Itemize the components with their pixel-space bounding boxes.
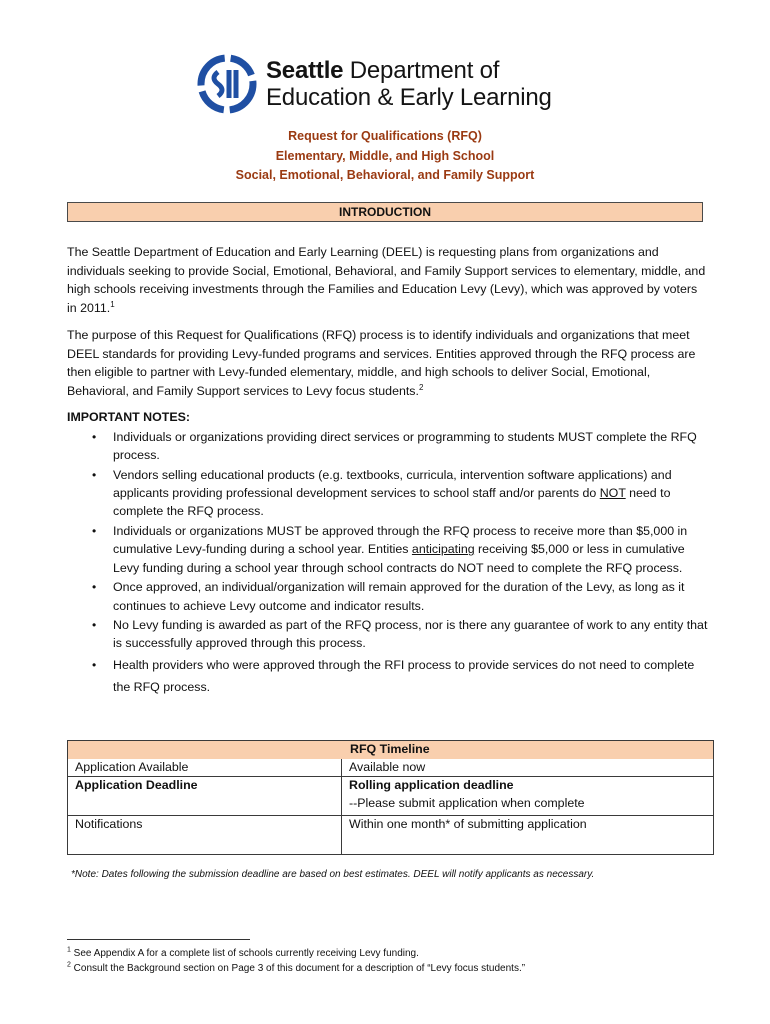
timeline-header-cell	[68, 741, 714, 759]
note-3-text-a: Individuals or organizations MUST be approved through the RFQ process to receive more than $5,000 in cumulative Levy-funding during a school year. Entities	[113, 524, 688, 557]
list-item	[113, 616, 713, 653]
note-6-text: Health providers who were approved through the RFI process to provide services do not need to complete the RFQ process.	[113, 658, 695, 695]
logo-line2: Education & Early Learning	[266, 83, 552, 111]
paragraph-2-text: The purpose of this Request for Qualifications (RFQ) process is to identify individuals and organizations that meet DEEL standards for providing Levy-funded programs and services. Entities approved through the RFQ process are then eligible to partner with Levy-funded elementary, middle, and high schools to deliver Social, Emotional, Behavioral, and Family Support services to Levy focus students.	[67, 328, 696, 399]
note-1-text: Individuals or organizations providing direct services or programming to students MUST complete the RFQ process.	[113, 430, 697, 463]
table-row	[68, 777, 714, 816]
timeline-value: Rolling application deadline	[349, 778, 514, 792]
footnote-1	[67, 946, 525, 961]
rfq-timeline-table	[67, 740, 714, 855]
timeline-label: Application Deadline	[68, 777, 342, 816]
list-item	[113, 654, 713, 698]
note-5-text: No Levy funding is awarded as part of the RFQ process, nor is there any guarantee of work to any entity that is successfully approved through this process.	[113, 618, 708, 651]
timeline-value: Within one month* of submitting application	[342, 816, 714, 855]
note-4-text: Once approved, an individual/organization will remain approved for the duration of the Levy, as long as it continues to achieve Levy outcome and indicator results.	[113, 580, 685, 613]
deel-logo	[196, 52, 552, 116]
list-item	[113, 466, 713, 521]
logo-name-bold: Seattle	[266, 56, 344, 84]
important-notes-heading: IMPORTANT NOTES:	[67, 410, 190, 424]
list-item	[113, 428, 713, 465]
timeline-header: RFQ Timeline	[350, 742, 430, 756]
title-line-3: Social, Emotional, Behavioral, and Family Support	[235, 168, 535, 182]
footnote-1-mark: 1	[67, 946, 71, 954]
footnotes	[67, 946, 525, 976]
note-2-text-a: Vendors selling educational products (e.g. textbooks, curricula, intervention software applications) and applicants providing professional development services to school staff and/or parents do	[113, 467, 672, 501]
footnote-ref-1: 1	[110, 299, 115, 309]
document-title-block	[0, 127, 770, 186]
table-row	[68, 759, 714, 777]
introduction-heading: INTRODUCTION	[67, 202, 703, 222]
note-3-text-b: receiving $5,000 or less in cumulative Levy funding during a school year through school contracts do NOT need to complete the RFQ process.	[113, 542, 685, 575]
seattle-seal-icon	[196, 52, 258, 116]
timeline-value-cell	[342, 777, 714, 816]
dates-note: *Note: Dates following the submission deadline are based on best estimates. DEEL will notify applicants as necessary.	[71, 869, 595, 880]
timeline-label: Application Available	[68, 759, 342, 777]
intro-paragraph-1	[67, 243, 707, 318]
intro-paragraph-2	[67, 326, 707, 401]
note-2-underline: NOT	[599, 486, 626, 501]
note-2-text-b: need to complete the RFQ process.	[113, 486, 671, 519]
footnote-ref-2: 2	[418, 382, 424, 392]
important-notes-list	[113, 428, 713, 699]
paragraph-1-text: The Seattle Department of Education and Early Learning (DEEL) is requesting plans from organizations and individuals seeking to provide Social, Emotional, Behavioral, and Family Support services to elementary, middle, and high schools receiving investments through the Families and Education Levy (Levy), which was approved by voters in 2011.	[67, 245, 706, 316]
title-line-1: Request for Qualifications (RFQ)	[288, 129, 482, 143]
logo-name-rest: Department of	[343, 56, 500, 84]
note-3-underline: anticipating	[411, 542, 475, 557]
timeline-subvalue: --Please submit application when complete	[349, 795, 585, 810]
table-row	[68, 816, 714, 855]
footnote-1-text: See Appendix A for a complete list of schools currently receiving Levy funding.	[70, 948, 419, 959]
timeline-label: Notifications	[68, 816, 342, 855]
footnote-2-mark: 2	[67, 961, 71, 969]
footnote-divider	[67, 939, 250, 940]
footnote-2-text: Consult the Background section on Page 3 of this document for a description of “Levy focus students.”	[70, 963, 526, 974]
list-item	[113, 522, 713, 577]
footnote-2	[67, 961, 525, 976]
title-line-2: Elementary, Middle, and High School	[275, 148, 495, 163]
list-item	[113, 578, 713, 615]
timeline-value: Available now	[342, 759, 714, 777]
